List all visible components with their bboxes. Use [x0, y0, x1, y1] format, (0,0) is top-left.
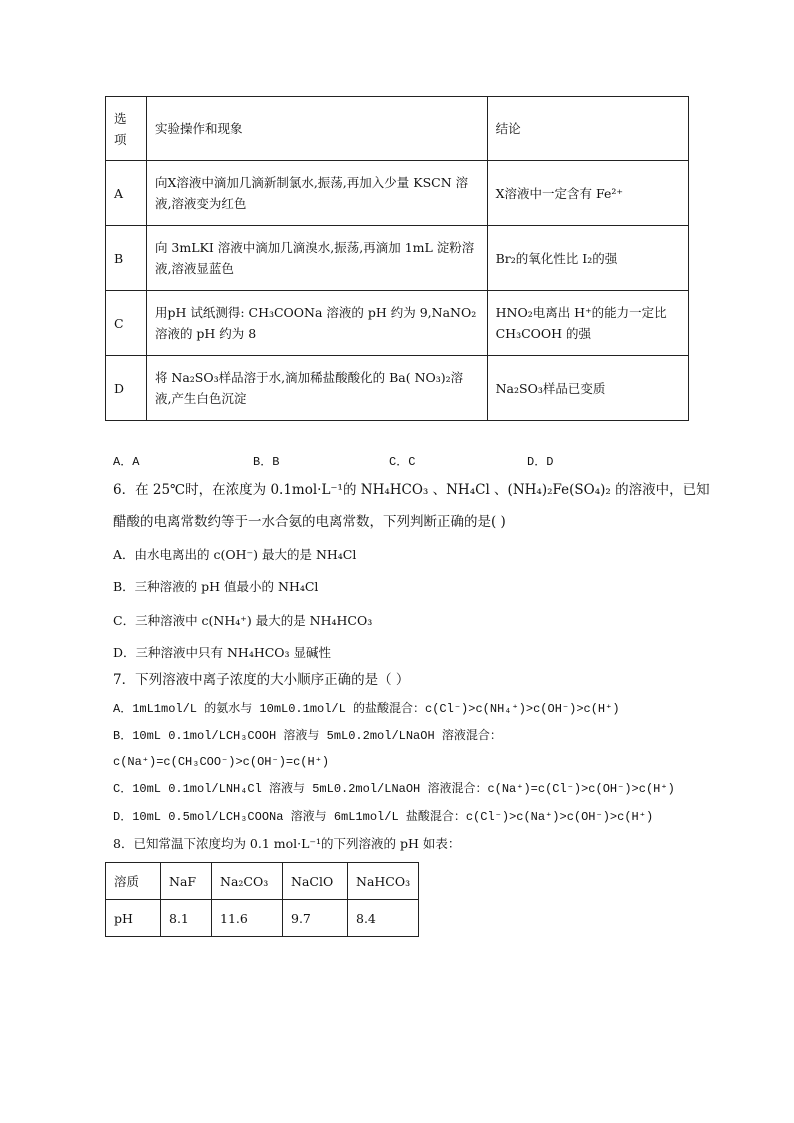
- q7-option-c[interactable]: C．10mL 0.1mol/LNH₄Cl 溶液与 5mL0.2mol/LNaOH 溶液混合：c(Na⁺)=c(Cl⁻)>c(OH⁻)>c(H⁺): [113, 782, 675, 796]
- ph-table-row: [106, 900, 419, 937]
- ph-cell: pH: [106, 900, 161, 937]
- row-conclusion: HNO₂电离出 H⁺的能力一定比 CH₃COOH 的强: [487, 291, 688, 356]
- q7-option-b-cont: c(Na⁺)=c(CH₃COO⁻)>c(OH⁻)=c(H⁺): [113, 755, 330, 769]
- q6-option-c[interactable]: C．三种溶液中 c(NH₄⁺) 最大的是 NH₄HCO₃: [113, 613, 373, 628]
- header-operation: 实验操作和现象: [146, 97, 487, 161]
- ph-header-cell: 溶质: [106, 863, 161, 900]
- row-operation: 向X溶液中滴加几滴新制氯水,振荡,再加入少量 KSCN 溶液,溶液变为红色: [146, 161, 487, 226]
- experiment-table: [105, 96, 689, 421]
- header-conclusion: 结论: [487, 97, 688, 161]
- q6-option-b[interactable]: B．三种溶液的 pH 值最小的 NH₄Cl: [113, 579, 319, 594]
- ph-header-cell: NaF: [161, 863, 212, 900]
- row-option: B: [106, 226, 147, 291]
- q7-stem: 7．下列溶液中离子浓度的大小顺序正确的是（ ）: [113, 672, 410, 688]
- q7-option-a[interactable]: A．1mL1mol/L 的氨水与 10mL0.1mol/L 的盐酸混合：c(Cl⁻)>c(NH₄⁺)>c(OH⁻)>c(H⁺): [113, 702, 620, 716]
- ph-table: [105, 862, 419, 937]
- choice-a[interactable]: A．A: [113, 455, 140, 469]
- table-header-row: [106, 97, 689, 161]
- row-conclusion: X溶液中一定含有 Fe²⁺: [487, 161, 688, 226]
- row-operation: 用pH 试纸测得: CH₃COONa 溶液的 pH 约为 9,NaNO₂溶液的 pH 约为 8: [146, 291, 487, 356]
- row-conclusion: Br₂的氧化性比 I₂的强: [487, 226, 688, 291]
- row-option: C: [106, 291, 147, 356]
- ph-table-header: [106, 863, 419, 900]
- table-row: [106, 161, 689, 226]
- q5-choices: [113, 452, 673, 472]
- q6-option-a[interactable]: A．由水电离出的 c(OH⁻) 最大的是 NH₄Cl: [113, 547, 357, 562]
- ph-cell: 8.1: [161, 900, 212, 937]
- row-option: D: [106, 356, 147, 421]
- choice-c[interactable]: C．C: [389, 455, 416, 469]
- row-operation: 向 3mLKI 溶液中滴加几滴溴水,振荡,再滴加 1mL 淀粉溶液,溶液显蓝色: [146, 226, 487, 291]
- q7-option-b[interactable]: B．10mL 0.1mol/LCH₃COOH 溶液与 5mL0.2mol/LNaOH 溶液混合：: [113, 729, 502, 743]
- q7-option-d[interactable]: D．10mL 0.5mol/LCH₃COONa 溶液与 6mL1mol/L 盐酸混合：c(Cl⁻)>c(Na⁺)>c(OH⁻)>c(H⁺): [113, 810, 654, 824]
- ph-header-cell: NaClO: [283, 863, 348, 900]
- q6-stem-line1: 6．在 25℃时，在浓度为 0.1mol·L⁻¹的 NH₄HCO₃ 、NH₄Cl 、(NH₄)₂Fe(SO₄)₂ 的溶液中，已知: [113, 482, 710, 498]
- q8-stem: 8．已知常温下浓度均为 0.1 mol·L⁻¹的下列溶液的 pH 如表：: [113, 836, 461, 851]
- choice-b[interactable]: B．B: [253, 455, 280, 469]
- q6-stem-line2: 醋酸的电离常数约等于一水合氨的电离常数，下列判断正确的是( ): [113, 514, 506, 530]
- ph-header-cell: Na₂CO₃: [212, 863, 283, 900]
- header-option: 选 项: [106, 97, 147, 161]
- q6-option-d[interactable]: D．三种溶液中只有 NH₄HCO₃ 显碱性: [113, 645, 332, 660]
- row-operation: 将 Na₂SO₃样品溶于水,滴加稀盐酸酸化的 Ba( NO₃)₂溶液,产生白色沉淀: [146, 356, 487, 421]
- choice-d[interactable]: D．D: [527, 455, 554, 469]
- ph-cell: 11.6: [212, 900, 283, 937]
- table-row: [106, 291, 689, 356]
- table-row: [106, 226, 689, 291]
- row-option: A: [106, 161, 147, 226]
- table-row: [106, 356, 689, 421]
- ph-cell: 9.7: [283, 900, 348, 937]
- ph-cell: 8.4: [348, 900, 419, 937]
- ph-header-cell: NaHCO₃: [348, 863, 419, 900]
- row-conclusion: Na₂SO₃样品已变质: [487, 356, 688, 421]
